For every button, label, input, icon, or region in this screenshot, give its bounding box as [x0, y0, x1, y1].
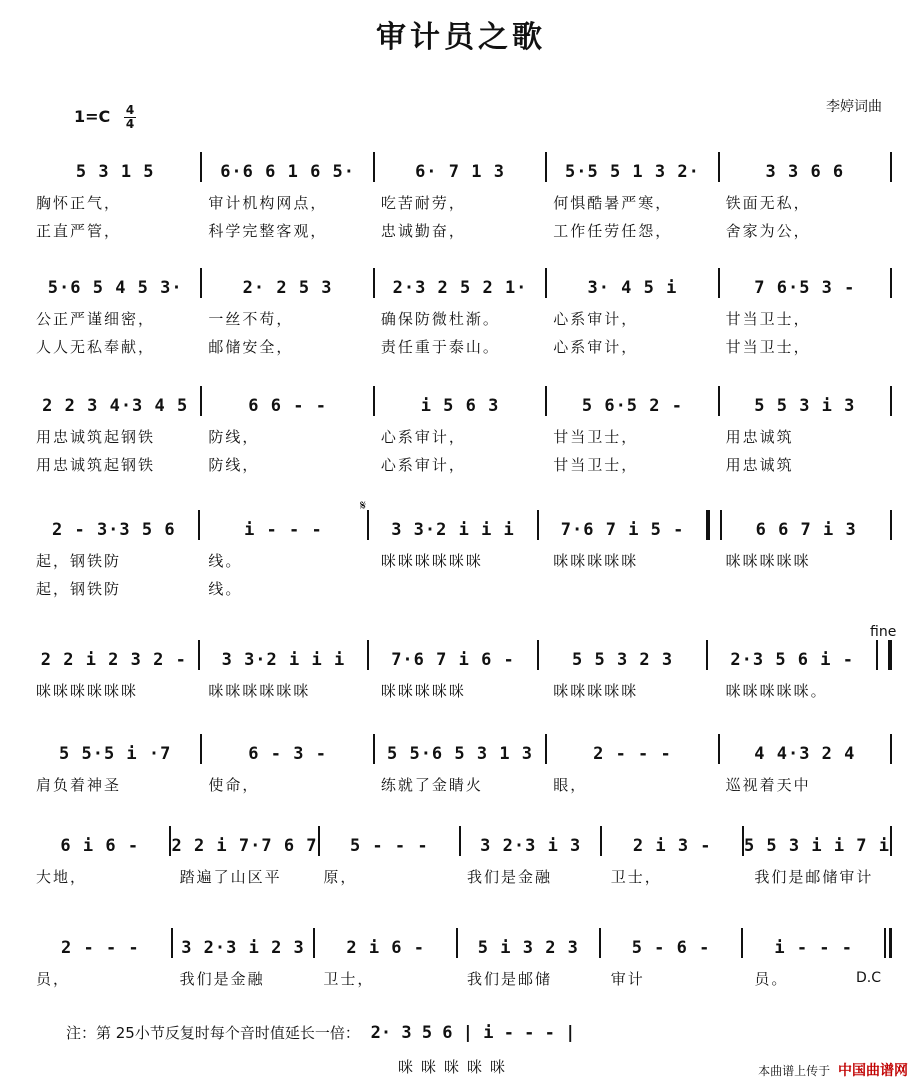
- measure: 5 - - -: [349, 836, 429, 856]
- upload-text: 本曲谱上传于: [758, 1064, 831, 1078]
- lyric-segment: 吃苦耐劳，: [380, 194, 466, 212]
- measure: 2 i 3 -: [632, 836, 712, 856]
- notation-line: [30, 382, 892, 416]
- measure: 3 2·3 i 2 3: [181, 938, 305, 958]
- composer-credit: 李婷词曲: [826, 99, 882, 115]
- lyric-segment: 练就了金睛火: [380, 776, 483, 794]
- lyric-segment: 防线，: [208, 428, 260, 446]
- lyric-segment: 科学完整客观，: [208, 222, 328, 240]
- measure: i - - -: [774, 938, 854, 958]
- measure: 5 6·5 2 -: [581, 396, 683, 416]
- lyric-line-1: [30, 680, 892, 701]
- lyric-segment: 使命，: [208, 776, 260, 794]
- measure: 5 5·5 i ·7: [59, 744, 172, 764]
- measure: 7 6·5 3 -: [754, 278, 856, 298]
- lyric-segment: 我们是邮储: [467, 970, 553, 988]
- segno-mark: 𝄋: [360, 498, 367, 514]
- lyric-segment: 一丝不苟，: [208, 310, 294, 328]
- measure: 5 5·6 5 3 1 3: [386, 744, 534, 764]
- lyric-segment: 咪咪咪咪咪咪: [380, 552, 483, 570]
- time-bottom: 4: [125, 117, 135, 131]
- measure: 3 3·2 i i i: [391, 520, 515, 540]
- footnote: [66, 1022, 575, 1043]
- lyric-segment: 用忠诚筑: [725, 456, 794, 474]
- measure: 5·6 5 4 5 3·: [47, 278, 183, 298]
- lyric-line-1: [30, 968, 892, 989]
- lyric-segment: 咪咪咪咪咪。: [725, 682, 828, 700]
- lyric-line-1: [30, 866, 892, 887]
- bar-line: [884, 928, 892, 958]
- lyric-segment: 卫士，: [323, 970, 375, 988]
- measure: 4 4·3 2 4: [754, 744, 856, 764]
- lyric-segment: 心系审计，: [380, 456, 466, 474]
- lyric-line-2: [30, 336, 892, 357]
- lyric-segment: 咪咪咪咪咪: [380, 682, 466, 700]
- lyric-segment: 用忠诚筑: [725, 428, 794, 446]
- lyric-line-1: [30, 774, 892, 795]
- lyric-segment: 邮储安全，: [208, 338, 294, 356]
- lyric-segment: 心系审计，: [380, 428, 466, 446]
- time-top: 4: [125, 103, 135, 117]
- bar-line: [890, 510, 892, 540]
- lyric-segment: 咪咪咪咪咪咪: [208, 682, 311, 700]
- measure: 2 - 3·3 5 6: [52, 520, 176, 540]
- lyric-segment: 甘当卫士，: [553, 428, 639, 446]
- measure: 6·6 6 1 6 5·: [220, 162, 356, 182]
- measure: 2 i 6 -: [346, 938, 425, 958]
- lyric-segment: 卫士，: [610, 868, 662, 886]
- lyric-segment: 眼，: [553, 776, 588, 794]
- notation-line: [30, 148, 892, 182]
- measure: 5 - 6 -: [631, 938, 711, 958]
- lyric-segment: 员。: [754, 970, 789, 988]
- song-title: 审计员之歌: [376, 20, 546, 55]
- bar-line: [890, 268, 892, 298]
- measure: 5 i 3 2 3: [477, 938, 579, 958]
- lyric-segment: 确保防微杜渐。: [380, 310, 500, 328]
- lyric-line-1: [30, 426, 892, 447]
- measure: 3 2·3 i 3: [480, 836, 582, 856]
- lyric-segment: 甘当卫士，: [553, 456, 639, 474]
- measure: 2 2 i 2 3 2 -: [40, 650, 187, 670]
- lyric-segment: 心系审计，: [553, 338, 639, 356]
- lyric-segment: 正直严管，: [36, 222, 122, 240]
- lyric-segment: 心系审计，: [553, 310, 639, 328]
- measure: 6 i 6 -: [60, 836, 140, 856]
- measure: 5 3 1 5: [75, 162, 155, 182]
- measure: 3 3·2 i i i: [221, 650, 346, 670]
- lyric-segment: 舍家为公，: [725, 222, 811, 240]
- lyric-segment: [375, 578, 547, 599]
- lyric-segment: 胸怀正气，: [36, 194, 122, 212]
- lyric-segment: 忠诚勤奋，: [380, 222, 466, 240]
- lyric-segment: 我们是邮储审计: [754, 868, 874, 886]
- lyric-segment: 责任重于泰山。: [380, 338, 500, 356]
- lyric-segment: 肩负着神圣: [36, 776, 122, 794]
- footnote-music: 2· 3 5 6 | i - - - |: [370, 1023, 576, 1043]
- bar-line: [890, 734, 892, 764]
- footnote-lyric: 咪咪咪咪咪: [398, 1058, 514, 1076]
- upload-credit: [758, 1060, 908, 1080]
- lyric-segment: 起，钢铁防: [36, 580, 122, 598]
- measure: 2 - - -: [593, 744, 672, 764]
- notation-line: [30, 506, 892, 540]
- lyric-segment: 巡视着天中: [725, 776, 811, 794]
- lyric-segment: 防线，: [208, 456, 260, 474]
- lyric-segment: 我们是金融: [467, 868, 553, 886]
- measure: 2 2 3 4·3 4 5: [42, 396, 189, 416]
- lyric-segment: 用忠诚筑起钢铁: [36, 456, 156, 474]
- notation-line: [30, 730, 892, 764]
- lyric-line-2: [30, 220, 892, 241]
- notation-line: [30, 636, 892, 670]
- time-signature: [124, 104, 136, 131]
- lyric-segment: 人人无私奉献，: [36, 338, 156, 356]
- lyric-line-1: [30, 550, 892, 571]
- footnote-text: 注：第 25小节反复时每个音时值延长一倍：: [66, 1024, 360, 1042]
- lyric-segment: 大地，: [36, 868, 88, 886]
- measure: 6· 7 1 3: [415, 162, 505, 182]
- lyric-segment: [720, 578, 892, 599]
- measure: 7·6 7 i 6 -: [391, 650, 515, 670]
- lyric-segment: 踏遍了山区平: [179, 868, 282, 886]
- lyric-line-2: [30, 578, 892, 599]
- lyric-segment: 咪咪咪咪咪: [553, 552, 639, 570]
- lyric-segment: 用忠诚筑起钢铁: [36, 428, 156, 446]
- lyric-line-1: [30, 192, 892, 213]
- lyric-segment: 咪咪咪咪咪: [725, 552, 811, 570]
- lyric-segment: 甘当卫士，: [725, 338, 811, 356]
- measure: 5 5 3 2 3: [572, 650, 674, 670]
- lyric-segment: 甘当卫士，: [725, 310, 811, 328]
- measure: 5·5 5 1 3 2·: [565, 162, 700, 182]
- bar-line: [890, 152, 892, 182]
- measure: 2· 2 5 3: [242, 278, 333, 298]
- lyric-line-2: [30, 454, 892, 475]
- lyric-line-1: [30, 308, 892, 329]
- measure: 5 5 3 i i 7 i: [743, 836, 890, 856]
- lyric-segment: 我们是金融: [179, 970, 265, 988]
- lyric-segment: 线。: [208, 580, 243, 598]
- measure: 6 6 - -: [248, 396, 327, 416]
- fine-mark: fine: [870, 624, 897, 640]
- measure: i 5 6 3: [420, 396, 500, 416]
- notation-line: [30, 924, 892, 958]
- measure: 6 - 3 -: [248, 744, 327, 764]
- bar-line: [890, 826, 892, 856]
- bar-line: [706, 510, 722, 540]
- measure: 3 3 6 6: [765, 162, 845, 182]
- lyric-segment: 员，: [36, 970, 71, 988]
- lyric-segment: 线。: [208, 552, 243, 570]
- lyric-segment: 公正严谨细密，: [36, 310, 156, 328]
- lyric-segment: 原，: [323, 868, 358, 886]
- bar-line: [890, 386, 892, 416]
- lyric-segment: 铁面无私，: [725, 194, 811, 212]
- lyric-segment: 起，钢铁防: [36, 552, 122, 570]
- measure: 7·6 7 i 5 -: [560, 520, 685, 540]
- lyric-segment: 咪咪咪咪咪咪: [36, 682, 139, 700]
- measure: 6 6 7 i 3: [755, 520, 857, 540]
- measure: 2·3 5 6 i -: [730, 650, 854, 670]
- bar-line: [876, 640, 892, 670]
- measure: i - - -: [244, 520, 323, 540]
- dc-mark: D.C: [856, 970, 882, 986]
- lyric-segment: 何惧酷暑严寒，: [553, 194, 673, 212]
- notation-line: [30, 264, 892, 298]
- lyric-segment: 审计: [610, 970, 645, 988]
- key-signature: [74, 104, 136, 131]
- measure: 2·3 2 5 2 1·: [392, 278, 528, 298]
- lyric-segment: [547, 578, 719, 599]
- measure: 2 - - -: [61, 938, 140, 958]
- lyric-segment: 审计机构网点，: [208, 194, 328, 212]
- key-label: 1=C: [74, 107, 111, 126]
- lyric-segment: 咪咪咪咪咪: [553, 682, 639, 700]
- notation-line: [30, 822, 892, 856]
- measure: 5 5 3 i 3: [754, 396, 856, 416]
- lyric-segment: 工作任劳任怨，: [553, 222, 673, 240]
- measure: 2 2 i 7·7 6 7: [171, 836, 318, 856]
- measure: 3· 4 5 i: [587, 278, 678, 298]
- site-brand: 中国曲谱网: [838, 1063, 908, 1079]
